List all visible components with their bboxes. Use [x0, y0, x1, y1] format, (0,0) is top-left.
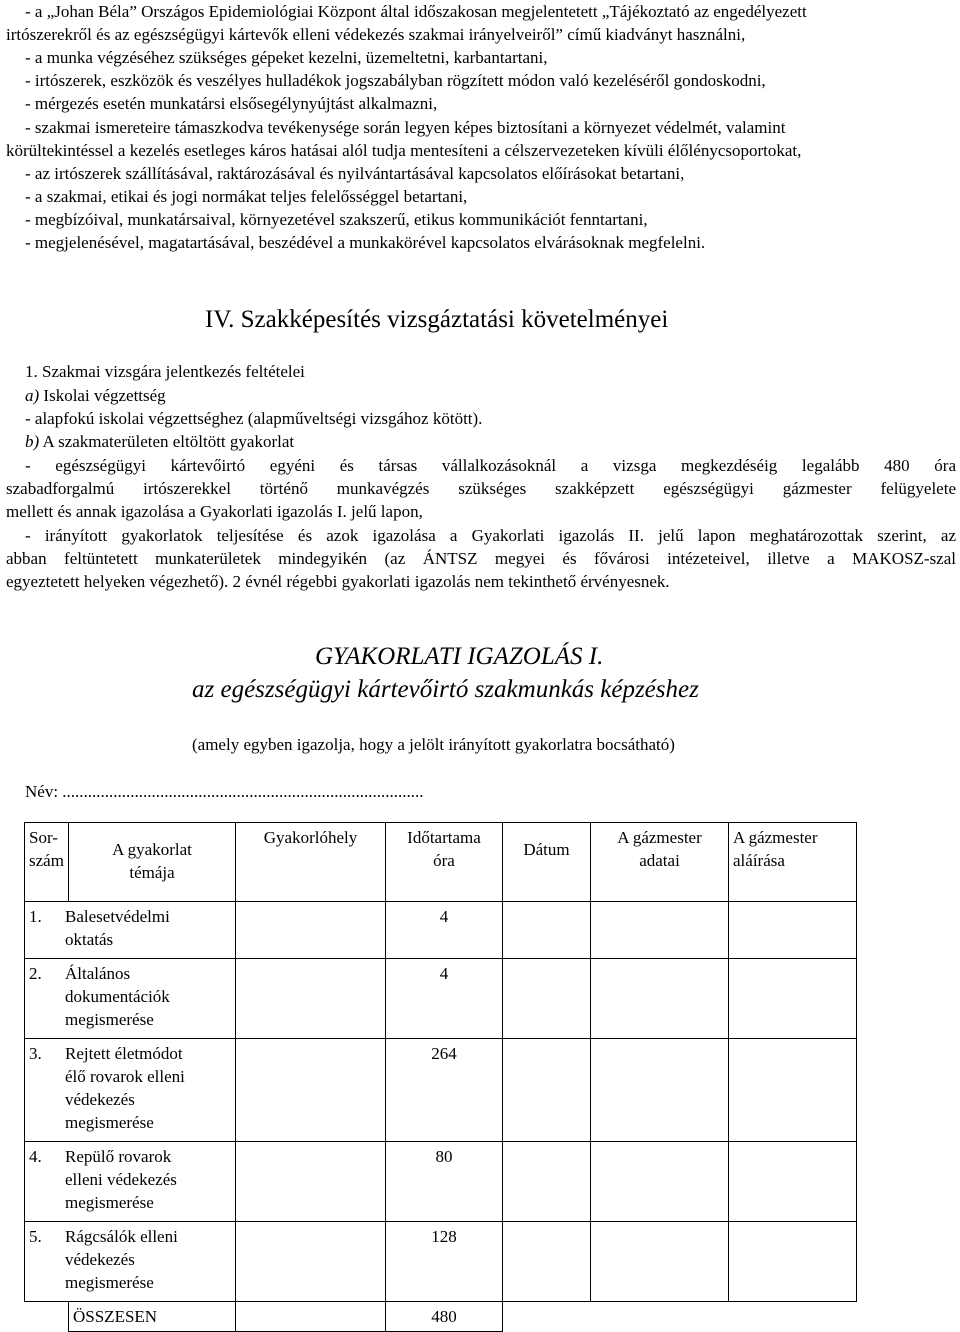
total-blank-2	[591, 1302, 729, 1332]
bullet-line-5: - mérgezés esetén munkatársi elsősegélynyújtást alkalmazni,	[25, 94, 438, 113]
item-b-line-3: mellett és annak igazolása a Gyakorlati igazolás I. jelű lapon,	[6, 502, 423, 521]
row-hours: 4	[386, 902, 503, 959]
name-field-line: Név: .....................................................................................	[25, 782, 424, 801]
practice-table	[24, 822, 857, 1332]
row-date	[503, 1039, 591, 1142]
header-sorszam: Sor- szám	[25, 823, 69, 902]
row-date	[503, 959, 591, 1039]
row-number: 5.	[29, 1227, 42, 1246]
item-a	[25, 384, 166, 407]
table-row	[25, 1142, 857, 1222]
row-place	[236, 902, 386, 959]
row-hours: 264	[386, 1039, 503, 1142]
row-number: 2.	[29, 964, 42, 983]
bullet-line-2: irtószerekről és az egészségügyi kártevők elleni védekezés szakmai irányelveiről” című kiadványt használni,	[6, 25, 746, 44]
row-place	[236, 1222, 386, 1302]
header-gazmester-alairasa: A gázmester aláírása	[729, 823, 857, 902]
item-b-line-2: szabadforgalmú irtószerekkel történő munkavégzés szükséges szakképzett egészségügyi gázmester felügyelete	[6, 479, 956, 498]
row-topic: Repülő rovarok elleni védekezés megismerése	[65, 1147, 177, 1212]
row-topic: Rejtett életmódot élő rovarok elleni védekezés megismerése	[65, 1044, 185, 1132]
table-row	[25, 902, 857, 959]
row-hours: 4	[386, 959, 503, 1039]
table-row	[25, 959, 857, 1039]
table-row	[25, 1222, 857, 1302]
row-topic: Általános dokumentációk megismerése	[65, 964, 170, 1029]
bullet-line-11: - megjelenésével, magatartásával, beszédével a munkakörével kapcsolatos elvárásoknak megfelelni.	[25, 233, 706, 252]
item-b-marker: b)	[25, 432, 40, 451]
row-master-signature	[729, 959, 857, 1039]
row-master-data	[591, 1039, 729, 1142]
row-master-signature	[729, 1222, 857, 1302]
bullet-line-10: - megbízóival, munkatársaival, környezetével szakszerű, etikus kommunikációt fenntartani,	[25, 210, 648, 229]
item-a-line: - alapfokú iskolai végzettséghez (alapműveltségi vizsgához kötött).	[25, 409, 483, 428]
total-place	[236, 1302, 386, 1332]
certificate-title: GYAKORLATI IGAZOLÁS I.	[315, 643, 604, 670]
row-master-data	[591, 959, 729, 1039]
table-row	[25, 1039, 857, 1142]
row-topic: Balesetvédelmi oktatás	[65, 907, 170, 949]
row-hours: 128	[386, 1222, 503, 1302]
row-master-data	[591, 902, 729, 959]
total-blank-3	[729, 1302, 857, 1332]
bullet-line-8: - az irtószerek szállításával, raktározásával és nyilvántartásával kapcsolatos előírásokat betartani,	[25, 164, 685, 183]
certificate-subtitle-italic: az egészségügyi kártevőirtó szakmunkás képzéshez	[192, 676, 699, 703]
row-date	[503, 1222, 591, 1302]
row-place	[236, 959, 386, 1039]
row-number: 4.	[29, 1147, 42, 1166]
total-spacer	[25, 1302, 69, 1332]
item-b-line-4: - irányított gyakorlatok teljesítése és azok igazolása a Gyakorlati igazolás II. jelű lapon meghatározottak szerint, az	[25, 526, 956, 545]
table-total-row	[25, 1302, 857, 1332]
bullet-line-7: körültekintéssel a kezelés esetleges káros hatásai alól tudja mentesíteni a célszervezeteken kívüli élőlénycsoportokat,	[6, 141, 802, 160]
row-topic-cell	[25, 1142, 236, 1222]
header-gazmester-adatai: A gázmester adatai	[591, 823, 729, 902]
row-master-data	[591, 1222, 729, 1302]
header-datum: Dátum	[503, 823, 591, 902]
row-topic-cell	[25, 1039, 236, 1142]
bullet-line-6: - szakmai ismereteire támaszkodva tevékenysége során legyen képes biztosítani a környezet védelmét, valamint	[25, 118, 786, 137]
row-place	[236, 1039, 386, 1142]
row-date	[503, 902, 591, 959]
header-tema: A gyakorlat témája	[69, 823, 236, 902]
item-a-text: Iskolai végzettség	[39, 386, 166, 405]
total-blank-1	[503, 1302, 591, 1332]
bullet-line-9: - a szakmai, etikai és jogi normákat teljes felelősséggel betartani,	[25, 187, 468, 206]
total-label: ÖSSZESEN	[69, 1302, 236, 1332]
row-topic-cell	[25, 1222, 236, 1302]
row-date	[503, 1142, 591, 1222]
total-hours: 480	[386, 1302, 503, 1332]
row-topic-cell	[25, 902, 236, 959]
row-topic-cell	[25, 959, 236, 1039]
row-number: 3.	[29, 1044, 42, 1063]
bullet-line-3: - a munka végzéséhez szükséges gépeket kezelni, üzemeltetni, karbantartani,	[25, 48, 548, 67]
row-place	[236, 1142, 386, 1222]
certificate-note: (amely egyben igazolja, hogy a jelölt irányított gyakorlatra bocsátható)	[192, 735, 675, 754]
bullet-line-4: - irtószerek, eszközök és veszélyes hulladékok jogszabályban rögzített módon való kezeléséről gondoskodni,	[25, 71, 766, 90]
item-a-marker: a)	[25, 386, 40, 405]
row-master-data	[591, 1142, 729, 1222]
bullet-line-1: - a „Johan Béla” Országos Epidemiológiai Központ által időszakosan megjelentetett „Tájékoztató az engedélyezett	[25, 2, 807, 21]
item-b-text: A szakmaterületen eltöltött gyakorlat	[39, 432, 295, 451]
item-b-line-6: egyeztetett helyeken végezhető). 2 évnél régebbi gyakorlati igazolás nem tekinthető érvényesnek.	[6, 572, 670, 591]
row-topic: Rágcsálók elleni védekezés megismerése	[65, 1227, 178, 1292]
item-b-line-1: - egészségügyi kártevőirtó egyéni és társas vállalkozásoknál a vizsga megkezdéséig legalább 480 óra	[25, 456, 956, 475]
item-b-line-5: abban feltüntetett munkaterületek mindegyikén (az ÁNTSZ megyei és fővárosi intézeteivel, illetve a MAKOSZ-szal	[6, 549, 956, 568]
header-idotartam: Időtartama óra	[386, 823, 503, 902]
item-b	[25, 430, 294, 453]
header-gyakorlohely: Gyakorlóhely	[236, 823, 386, 902]
row-master-signature	[729, 902, 857, 959]
section-title: IV. Szakképesítés vizsgáztatási követelményei	[205, 306, 669, 333]
row-master-signature	[729, 1142, 857, 1222]
row-number: 1.	[29, 907, 42, 926]
row-hours: 80	[386, 1142, 503, 1222]
table-header-row	[25, 823, 857, 902]
row-master-signature	[729, 1039, 857, 1142]
item-1: 1. Szakmai vizsgára jelentkezés feltételei	[25, 362, 305, 381]
